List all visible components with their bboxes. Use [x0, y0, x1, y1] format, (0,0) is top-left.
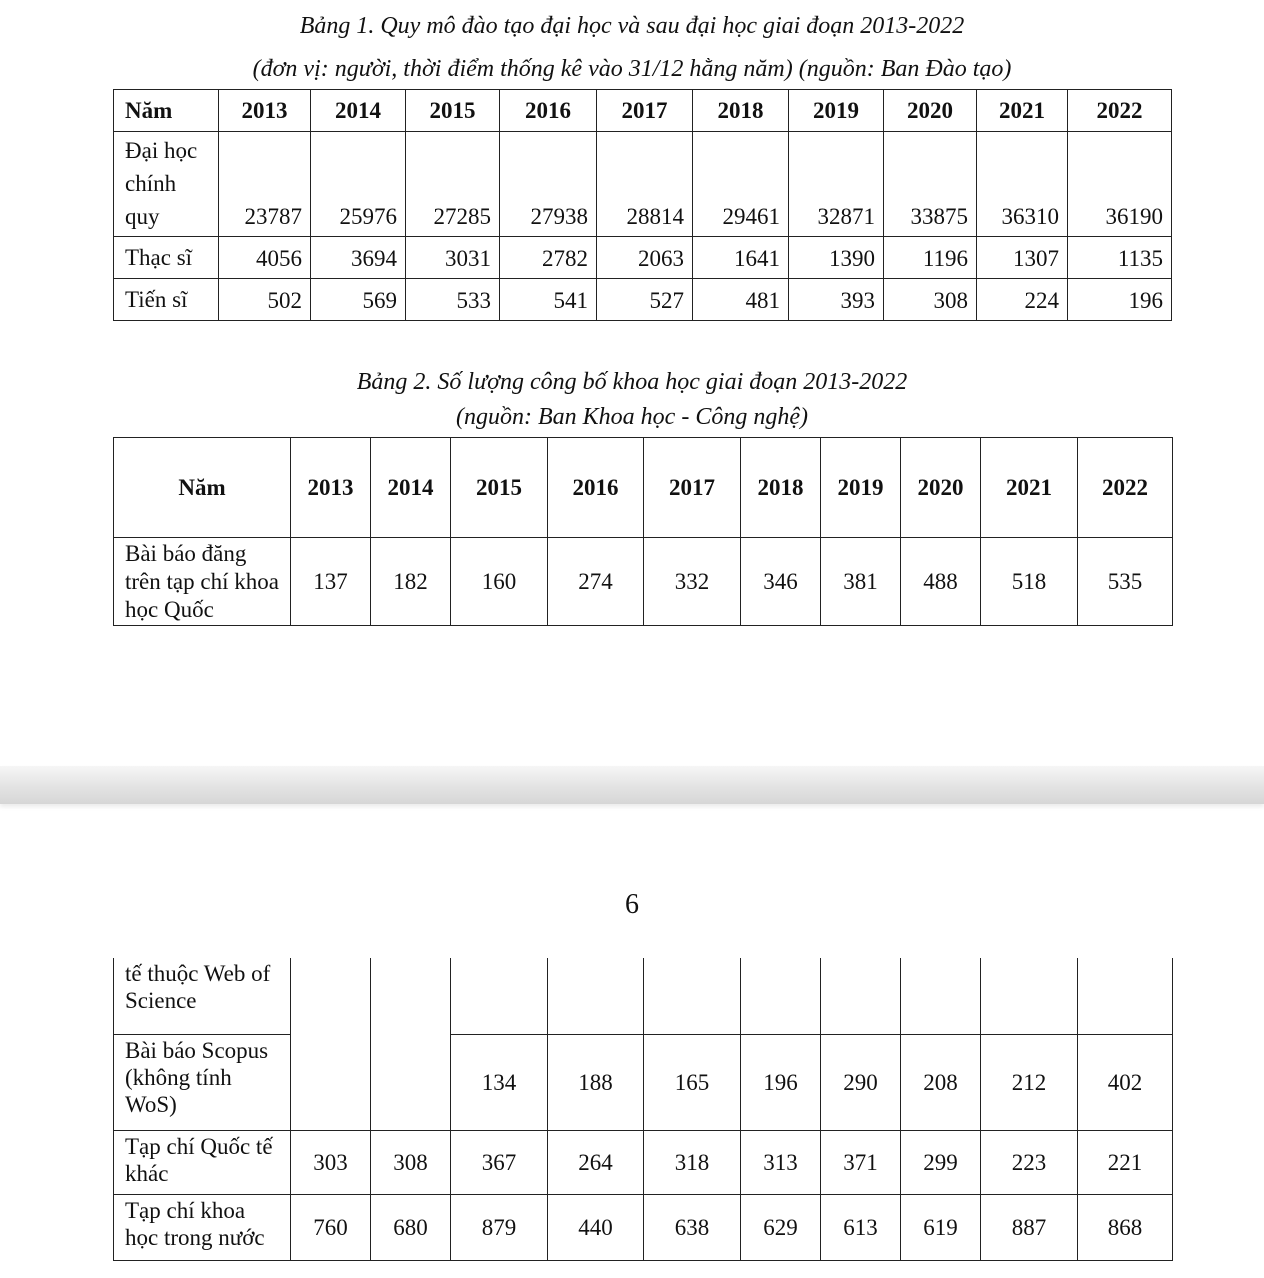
table2-year: 2022: [1078, 438, 1173, 538]
table-cell: 381: [821, 538, 901, 626]
table-cell: 29461: [693, 132, 789, 237]
table-cell: 2063: [597, 237, 693, 279]
table-cell: [291, 958, 371, 1130]
table-cell: 33875: [884, 132, 977, 237]
table-cell: 4056: [219, 237, 311, 279]
table-cell: 27285: [406, 132, 500, 237]
row-label: Đại học chính quy: [114, 132, 219, 237]
table-cell: 402: [1078, 1034, 1173, 1130]
table-cell: 629: [741, 1194, 821, 1260]
table1-year: 2016: [500, 90, 597, 132]
table-cell: 569: [311, 279, 406, 321]
table2-year: 2013: [291, 438, 371, 538]
table-cell: 165: [644, 1034, 741, 1130]
table-cell: 308: [371, 1130, 451, 1194]
table-cell: 224: [977, 279, 1068, 321]
table-cell: 36190: [1068, 132, 1172, 237]
table-cell: 196: [1068, 279, 1172, 321]
table1-title: Bảng 1. Quy mô đào tạo đại học và sau đại học giai đoạn 2013-2022: [299, 13, 965, 39]
table-cell: 32871: [789, 132, 884, 237]
table-cell: 303: [291, 1130, 371, 1194]
table-cell: 160: [451, 538, 548, 626]
table1-year: 2020: [884, 90, 977, 132]
table-cell: 887: [981, 1194, 1078, 1260]
table-cell: 27938: [500, 132, 597, 237]
table2: [113, 437, 1173, 626]
table-cell: [821, 958, 901, 1034]
table-cell: 488: [901, 538, 981, 626]
table-cell: 134: [451, 1034, 548, 1130]
table1-year: 2021: [977, 90, 1068, 132]
table-cell: 481: [693, 279, 789, 321]
table-cell: 223: [981, 1130, 1078, 1194]
table-cell: 308: [884, 279, 977, 321]
row-label: Tiến sĩ: [114, 279, 219, 321]
table-cell: 1390: [789, 237, 884, 279]
table-cell: 188: [548, 1034, 644, 1130]
table2-year: 2017: [644, 438, 741, 538]
table-row: [114, 1130, 1173, 1194]
table2-year: 2014: [371, 438, 451, 538]
table-cell: 613: [821, 1194, 901, 1260]
table2-year: 2021: [981, 438, 1078, 538]
table-cell: [371, 958, 451, 1130]
table1-year: 2019: [789, 90, 884, 132]
table-cell: [1078, 958, 1173, 1034]
table1-header-label: Năm: [114, 90, 219, 132]
table-cell: [644, 958, 741, 1034]
table-cell: 36310: [977, 132, 1068, 237]
table1-year: 2018: [693, 90, 789, 132]
table-cell: 680: [371, 1194, 451, 1260]
table-cell: 299: [901, 1130, 981, 1194]
table-cell: 346: [741, 538, 821, 626]
row-label: tế thuộc Web of Science: [114, 958, 291, 1034]
table-row: [114, 958, 1173, 1034]
table2-year: 2019: [821, 438, 901, 538]
table-cell: 367: [451, 1130, 548, 1194]
table-cell: 332: [644, 538, 741, 626]
table2-subtitle: (nguồn: Ban Khoa học - Công nghệ): [456, 404, 808, 430]
table-cell: 212: [981, 1034, 1078, 1130]
table-cell: [741, 958, 821, 1034]
table-cell: 393: [789, 279, 884, 321]
table1-header-row: [114, 90, 1172, 132]
table-cell: 196: [741, 1034, 821, 1130]
row-label: Thạc sĩ: [114, 237, 219, 279]
table-cell: 502: [219, 279, 311, 321]
table-row: [114, 538, 1173, 626]
table-cell: 182: [371, 538, 451, 626]
table-cell: 1641: [693, 237, 789, 279]
table1-year: 2013: [219, 90, 311, 132]
table-cell: 535: [1078, 538, 1173, 626]
table-cell: 440: [548, 1194, 644, 1260]
table-cell: 1307: [977, 237, 1068, 279]
table-cell: 371: [821, 1130, 901, 1194]
table-row: [114, 279, 1172, 321]
table-cell: 638: [644, 1194, 741, 1260]
table-row: [114, 237, 1172, 279]
table2-year: 2015: [451, 438, 548, 538]
table-row: [114, 132, 1172, 237]
table-cell: [451, 958, 548, 1034]
table-cell: 3694: [311, 237, 406, 279]
table-cell: 527: [597, 279, 693, 321]
table-cell: 221: [1078, 1130, 1173, 1194]
table-cell: 28814: [597, 132, 693, 237]
table1: [113, 89, 1172, 321]
table-cell: 313: [741, 1130, 821, 1194]
table1-year: 2017: [597, 90, 693, 132]
table-cell: 137: [291, 538, 371, 626]
table-cell: 541: [500, 279, 597, 321]
table1-year: 2015: [406, 90, 500, 132]
table2-year: 2016: [548, 438, 644, 538]
table-cell: 533: [406, 279, 500, 321]
table-row: [114, 1034, 1173, 1130]
table-cell: 23787: [219, 132, 311, 237]
row-label: Bài báo đăng trên tạp chí khoa học Quốc: [114, 538, 291, 626]
table-cell: 879: [451, 1194, 548, 1260]
table-cell: 1196: [884, 237, 977, 279]
table2-title: Bảng 2. Số lượng công bố khoa học giai đoạn 2013-2022: [356, 369, 908, 395]
table2-continued: [113, 958, 1173, 1261]
table2-header-row: [114, 438, 1173, 538]
table1-year: 2014: [311, 90, 406, 132]
table1-subtitle: (đơn vị: người, thời điểm thống kê vào 31/12 hằng năm) (nguồn: Ban Đào tạo): [252, 56, 1012, 82]
table-row: [114, 1194, 1173, 1260]
table2-header-label: Năm: [114, 438, 291, 538]
table-cell: 2782: [500, 237, 597, 279]
row-label: Tạp chí khoa học trong nước: [114, 1194, 291, 1260]
table-cell: [548, 958, 644, 1034]
page-break-separator: [0, 766, 1264, 804]
table-cell: 25976: [311, 132, 406, 237]
table-cell: 1135: [1068, 237, 1172, 279]
table-cell: 208: [901, 1034, 981, 1130]
table-cell: 760: [291, 1194, 371, 1260]
table-cell: 274: [548, 538, 644, 626]
table-cell: [901, 958, 981, 1034]
page-number: 6: [625, 889, 639, 920]
row-label: Tạp chí Quốc tế khác: [114, 1130, 291, 1194]
table-cell: 264: [548, 1130, 644, 1194]
table-cell: 3031: [406, 237, 500, 279]
table-cell: 518: [981, 538, 1078, 626]
table2-year: 2018: [741, 438, 821, 538]
table-cell: 619: [901, 1194, 981, 1260]
table-cell: 318: [644, 1130, 741, 1194]
table-cell: 868: [1078, 1194, 1173, 1260]
table1-year: 2022: [1068, 90, 1172, 132]
table-cell: [981, 958, 1078, 1034]
table2-year: 2020: [901, 438, 981, 538]
table-cell: 290: [821, 1034, 901, 1130]
row-label: Bài báo Scopus (không tính WoS): [114, 1034, 291, 1130]
